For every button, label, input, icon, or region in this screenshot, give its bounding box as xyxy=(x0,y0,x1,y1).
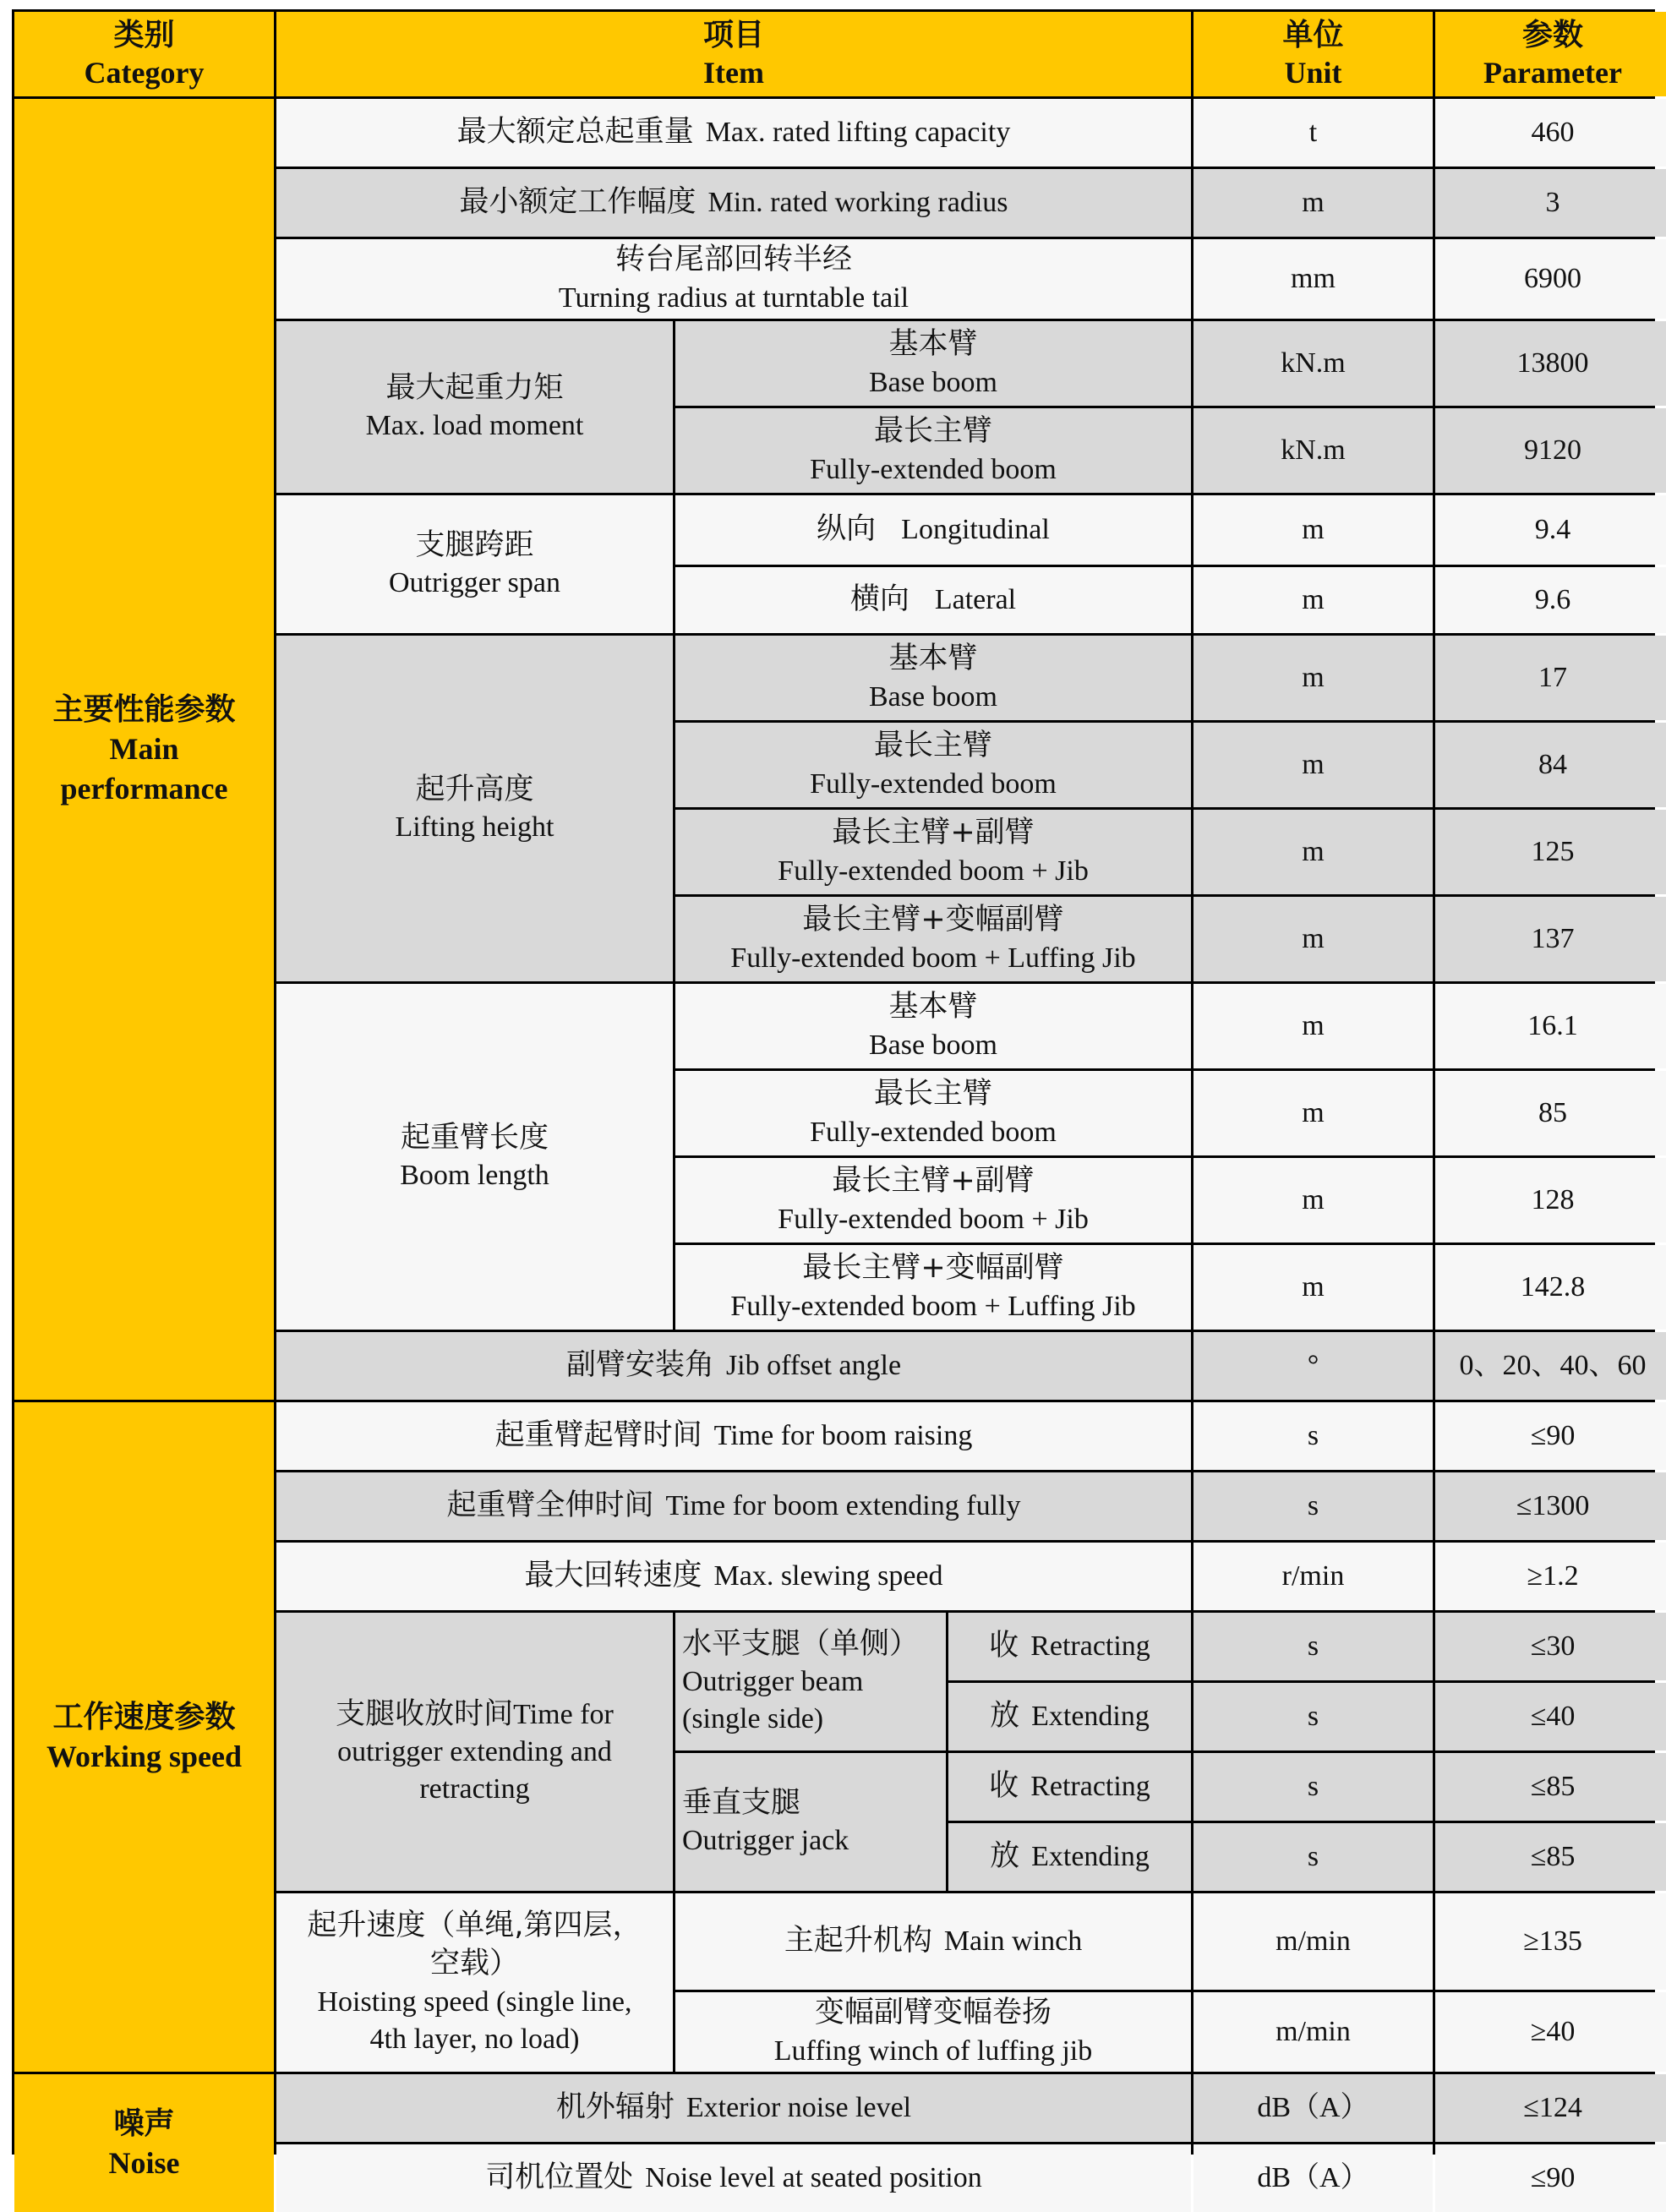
label-cn: 收 xyxy=(989,1629,1019,1663)
lifting-height-full-value: 84 xyxy=(1435,723,1666,807)
row-noise-exterior-unit: dB（A） xyxy=(1194,2074,1433,2142)
outrigger-beam-extend-unit: s xyxy=(1194,1683,1433,1750)
hoisting-luffing-winch-value: ≥40 xyxy=(1435,1992,1666,2072)
label-cn: 起重臂全伸时间 xyxy=(446,1488,654,1523)
label-en: Longitudinal xyxy=(901,513,1050,545)
row-noise-seated-unit: dB（A） xyxy=(1194,2144,1433,2212)
outrigger-jack-extend-label xyxy=(948,1823,1191,1891)
label-en: Retracting xyxy=(1030,1630,1150,1662)
outrigger-beam-retract-label xyxy=(948,1613,1191,1680)
header-unit-en: Unit xyxy=(1284,56,1342,90)
category-speed-cn: 工作速度参数 xyxy=(52,1700,236,1734)
label-cn: 转台尾部回转半经 xyxy=(615,243,852,277)
outrigger-longitudinal-label xyxy=(675,495,1191,565)
label-en: Fully-extended boom + Jib xyxy=(778,1203,1089,1235)
label-en: Outrigger span xyxy=(388,567,560,599)
outrigger-jack-extend-unit: s xyxy=(1194,1823,1433,1891)
label-cn: 机外辐射 xyxy=(555,2090,675,2125)
category-noise-en: Noise xyxy=(108,2145,180,2180)
boom-length-jib-value: 128 xyxy=(1435,1158,1666,1243)
label-en: Base boom xyxy=(868,366,998,398)
lifting-height-jib-value: 125 xyxy=(1435,810,1666,894)
label-cn: 最大回转速度 xyxy=(524,1559,702,1593)
group-boom-length-label xyxy=(276,984,673,1330)
row-boom-extending-value: ≤1300 xyxy=(1435,1472,1666,1540)
boom-length-full-label xyxy=(675,1071,1191,1155)
lifting-height-luffing-label xyxy=(675,897,1191,981)
row-max-capacity-unit: t xyxy=(1194,99,1433,167)
label-cn: 基本臂 xyxy=(888,642,978,676)
label-cn: 起重臂长度 xyxy=(400,1120,549,1155)
label-cn: 支腿跨距 xyxy=(415,527,534,562)
category-main-cn: 主要性能参数 xyxy=(52,692,236,727)
label-en: Time for boom extending fully xyxy=(665,1489,1021,1521)
boom-length-full-value: 85 xyxy=(1435,1071,1666,1155)
label-en: Main winch xyxy=(943,1925,1083,1957)
label-cn: 变幅副臂变幅卷扬 xyxy=(814,1996,1051,2030)
row-min-radius-value: 3 xyxy=(1435,169,1666,237)
header-category xyxy=(14,12,274,96)
label-cn: 基本臂 xyxy=(888,327,978,362)
label-cn: 最长主臂 xyxy=(873,1077,992,1111)
hoisting-main-winch-value: ≥135 xyxy=(1435,1893,1666,1990)
label-en-2: 4th layer, no load) xyxy=(369,2024,580,2055)
label-en: Base boom xyxy=(868,680,998,713)
label-cn: 起重臂起臂时间 xyxy=(494,1418,702,1453)
row-jib-offset-label xyxy=(276,1332,1191,1400)
group-load-moment-label xyxy=(276,321,673,493)
lifting-height-base-label xyxy=(675,636,1191,720)
label-en: Fully-extended boom xyxy=(810,1116,1057,1148)
label-cn-2: 空载） xyxy=(429,1947,519,1981)
header-item xyxy=(276,12,1191,96)
header-parameter-en: Parameter xyxy=(1483,56,1622,90)
label-en: Time for boom raising xyxy=(713,1419,973,1451)
label-en: Noise level at seated position xyxy=(645,2161,982,2193)
label-cn: 支腿收放时间 xyxy=(336,1696,514,1731)
outrigger-jack-retract-unit: s xyxy=(1194,1753,1433,1821)
load-moment-base-label xyxy=(675,321,1191,406)
row-boom-raising-unit: s xyxy=(1194,1402,1433,1470)
category-speed-en: Working speed xyxy=(46,1740,243,1773)
label-en: Base boom xyxy=(868,1029,998,1061)
outrigger-lateral-value: 9.6 xyxy=(1435,567,1666,633)
label-en: Fully-extended boom + Jib xyxy=(778,855,1089,887)
label-cn: 基本臂 xyxy=(888,990,978,1024)
label-cn: 最长主臂 xyxy=(873,414,992,449)
label-cn: 收 xyxy=(989,1769,1019,1804)
label-cn: 起升速度（单绳,第四层， xyxy=(307,1908,642,1942)
header-parameter-cn: 参数 xyxy=(1521,18,1583,52)
lifting-height-full-unit: m xyxy=(1194,723,1433,807)
category-working-speed xyxy=(14,1402,274,2072)
label-en: Fully-extended boom + Luffing Jib xyxy=(730,942,1136,974)
label-cn: 横向 xyxy=(849,582,909,617)
row-boom-raising-label xyxy=(276,1402,1191,1470)
load-moment-base-value: 13800 xyxy=(1435,321,1666,406)
boom-length-luffing-label xyxy=(675,1245,1191,1330)
load-moment-base-unit: kN.m xyxy=(1194,321,1433,406)
load-moment-full-value: 9120 xyxy=(1435,408,1666,493)
label-cn: 最长主臂+变幅副臂 xyxy=(802,1251,1064,1286)
label-cn: 主起升机构 xyxy=(784,1924,932,1958)
hoisting-main-winch-label xyxy=(675,1893,1191,1990)
boom-length-base-unit: m xyxy=(1194,984,1433,1068)
group-outrigger-time-label xyxy=(276,1613,673,1891)
label-cn: 最长主臂+副臂 xyxy=(832,816,1035,850)
row-noise-seated-label xyxy=(276,2144,1191,2212)
header-category-cn: 类别 xyxy=(113,18,175,52)
category-noise xyxy=(14,2074,274,2212)
outrigger-longitudinal-unit: m xyxy=(1194,495,1433,565)
label-en: Lifting height xyxy=(395,811,554,844)
header-unit xyxy=(1194,12,1433,96)
label-cn: 垂直支腿 xyxy=(682,1785,801,1820)
label-en: Luffing winch of luffing jib xyxy=(773,2034,1093,2067)
lifting-height-jib-unit: m xyxy=(1194,810,1433,894)
row-noise-exterior-value: ≤124 xyxy=(1435,2074,1666,2142)
label-cn: 最大起重力矩 xyxy=(385,370,564,405)
header-item-en: Item xyxy=(703,56,764,90)
outrigger-lateral-unit: m xyxy=(1194,567,1433,633)
label-en: Min. rated working radius xyxy=(707,186,1008,218)
label-en: Outrigger jack xyxy=(682,1825,849,1857)
label-cn: 起升高度 xyxy=(415,772,534,806)
row-boom-raising-value: ≤90 xyxy=(1435,1402,1666,1470)
outrigger-lateral-label xyxy=(675,567,1191,633)
row-boom-extending-label xyxy=(276,1472,1191,1540)
label-en: Fully-extended boom xyxy=(810,767,1057,800)
header-category-en: Category xyxy=(84,56,205,90)
outrigger-beam-extend-value: ≤40 xyxy=(1435,1683,1666,1750)
boom-length-luffing-value: 142.8 xyxy=(1435,1245,1666,1330)
label-cn: 司机位置处 xyxy=(485,2160,634,2195)
label-cn: 最长主臂 xyxy=(873,729,992,763)
lifting-height-base-value: 17 xyxy=(1435,636,1666,720)
group-hoisting-speed-label xyxy=(276,1893,673,2072)
label-en: Jib offset angle xyxy=(725,1349,902,1381)
label-en: Max. rated lifting capacity xyxy=(705,116,1011,148)
outrigger-beam-retract-value: ≤30 xyxy=(1435,1613,1666,1680)
category-main-performance xyxy=(14,99,274,1400)
outrigger-time-text xyxy=(292,1696,658,1809)
label-cn: 纵向 xyxy=(817,512,877,547)
label-cn: 最小额定工作幅度 xyxy=(459,185,696,220)
label-cn: 水平支腿（单侧） xyxy=(682,1626,920,1661)
row-noise-seated-value: ≤90 xyxy=(1435,2144,1666,2212)
label-cn: 最长主臂+副臂 xyxy=(832,1164,1035,1199)
row-min-radius-label xyxy=(276,169,1191,237)
boom-length-base-label xyxy=(675,984,1191,1068)
lifting-height-base-unit: m xyxy=(1194,636,1433,720)
hoisting-luffing-winch-unit: m/min xyxy=(1194,1992,1433,2072)
boom-length-luffing-unit: m xyxy=(1194,1245,1433,1330)
hoisting-main-winch-unit: m/min xyxy=(1194,1893,1433,1990)
load-moment-full-unit: kN.m xyxy=(1194,408,1433,493)
row-slewing-unit: r/min xyxy=(1194,1543,1433,1610)
label-cn: 放 xyxy=(990,1699,1020,1734)
boom-length-jib-label xyxy=(675,1158,1191,1243)
row-slewing-value: ≥1.2 xyxy=(1435,1543,1666,1610)
hoisting-luffing-winch-label xyxy=(675,1992,1191,2072)
label-en: Extending xyxy=(1031,1840,1150,1872)
label-en: Boom length xyxy=(400,1160,549,1192)
label-en: Max. slewing speed xyxy=(713,1559,943,1592)
row-max-capacity-value: 460 xyxy=(1435,99,1666,167)
row-max-capacity-label xyxy=(276,99,1191,167)
row-tail-radius-unit: mm xyxy=(1194,239,1433,319)
outrigger-jack-extend-value: ≤85 xyxy=(1435,1823,1666,1891)
group-outrigger-span-label xyxy=(276,495,673,633)
label-cn: 副臂安装角 xyxy=(565,1348,714,1383)
outrigger-beam-label xyxy=(675,1613,946,1750)
label-cn: 放 xyxy=(990,1839,1020,1874)
header-unit-cn: 单位 xyxy=(1282,18,1344,52)
boom-length-full-unit: m xyxy=(1194,1071,1433,1155)
label-en: Retracting xyxy=(1030,1770,1150,1802)
row-jib-offset-unit: ° xyxy=(1194,1332,1433,1400)
spec-table xyxy=(12,9,1655,2195)
label-en: Lateral xyxy=(934,583,1017,615)
lifting-height-full-label xyxy=(675,723,1191,807)
label-en: Fully-extended boom xyxy=(810,453,1057,485)
group-lifting-height-label xyxy=(276,636,673,981)
label-cn: 最大额定总起重量 xyxy=(456,115,694,150)
row-boom-extending-unit: s xyxy=(1194,1472,1433,1540)
category-main-en: Main performance xyxy=(60,732,228,806)
outrigger-jack-label xyxy=(675,1753,946,1891)
row-jib-offset-value: 0、20、40、60 xyxy=(1435,1332,1666,1400)
row-min-radius-unit: m xyxy=(1194,169,1433,237)
load-moment-full-label xyxy=(675,408,1191,493)
category-noise-cn: 噪声 xyxy=(113,2105,175,2140)
header-parameter xyxy=(1435,12,1666,96)
label-en: Time for outrigger extending and retracting xyxy=(337,1698,614,1805)
label-en: Exterior noise level xyxy=(686,2091,912,2123)
label-en: Extending xyxy=(1031,1700,1150,1732)
lifting-height-luffing-unit: m xyxy=(1194,897,1433,981)
row-tail-radius-label xyxy=(276,239,1191,319)
label-en: Turning radius at turntable tail xyxy=(558,281,909,314)
boom-length-jib-unit: m xyxy=(1194,1158,1433,1243)
header-item-cn: 项目 xyxy=(702,18,764,52)
label-en: Hoisting speed (single line, xyxy=(317,1985,632,2018)
lifting-height-luffing-value: 137 xyxy=(1435,897,1666,981)
row-noise-exterior-label xyxy=(276,2074,1191,2142)
outrigger-jack-retract-label xyxy=(948,1753,1191,1821)
label-en: Outrigger beam xyxy=(682,1666,864,1698)
row-slewing-label xyxy=(276,1543,1191,1610)
outrigger-jack-retract-value: ≤85 xyxy=(1435,1753,1666,1821)
outrigger-longitudinal-value: 9.4 xyxy=(1435,495,1666,565)
label-cn: 最长主臂+变幅副臂 xyxy=(802,903,1064,937)
outrigger-beam-extend-label xyxy=(948,1683,1191,1750)
label-en: Fully-extended boom + Luffing Jib xyxy=(730,1290,1136,1322)
lifting-height-jib-label xyxy=(675,810,1191,894)
label-en-2: (single side) xyxy=(682,1703,824,1735)
outrigger-beam-retract-unit: s xyxy=(1194,1613,1433,1680)
row-tail-radius-value: 6900 xyxy=(1435,239,1666,319)
label-en: Max. load moment xyxy=(365,410,584,442)
boom-length-base-value: 16.1 xyxy=(1435,984,1666,1068)
